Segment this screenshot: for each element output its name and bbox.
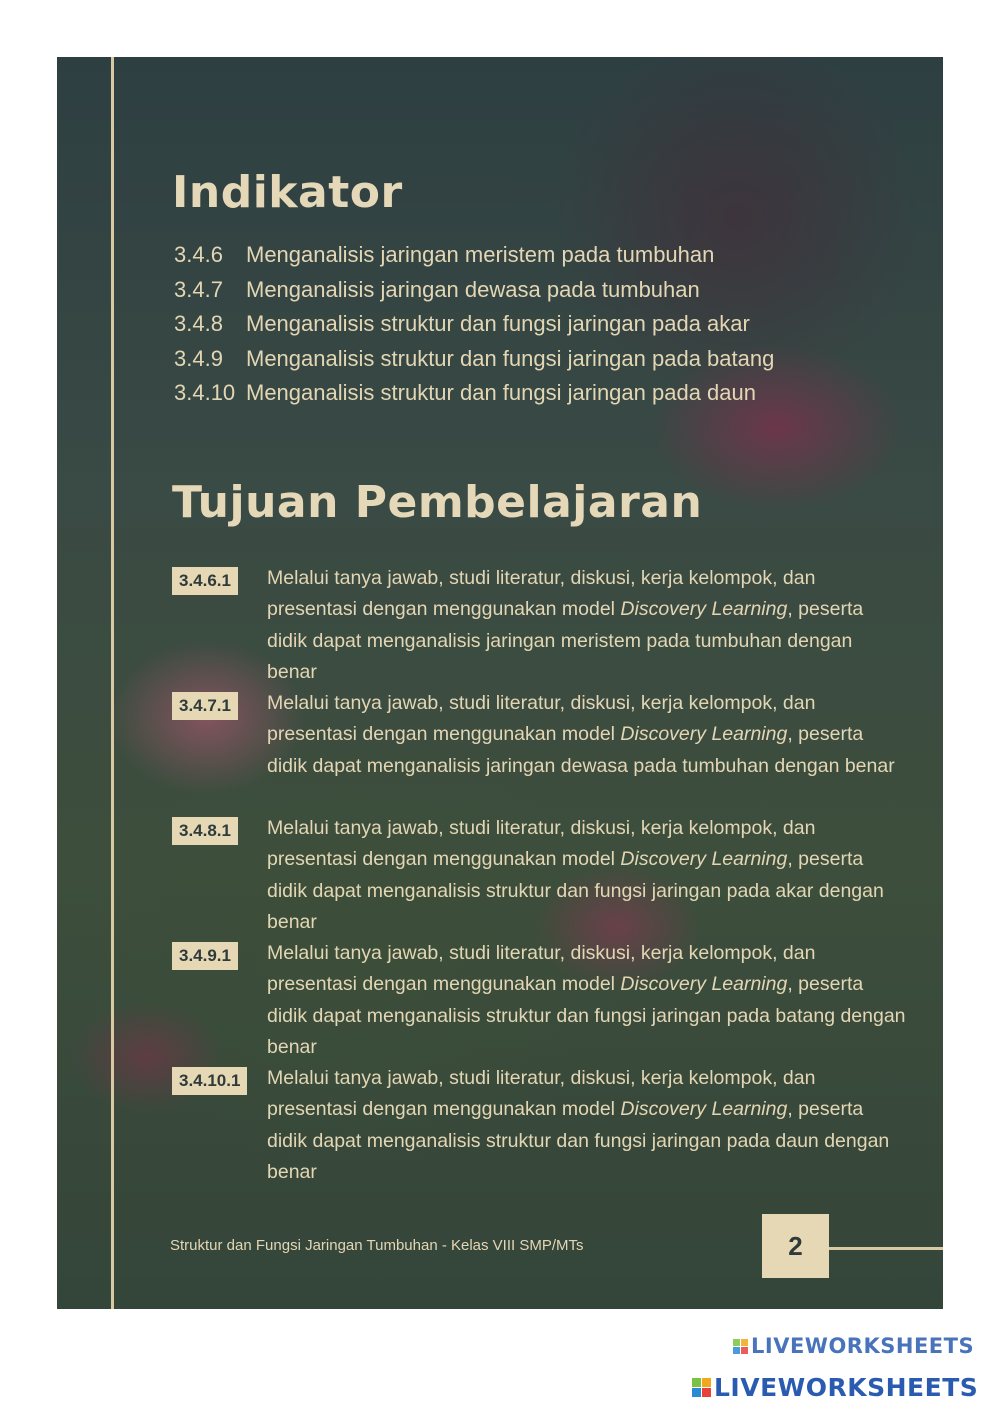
indikator-text: Menganalisis struktur dan fungsi jaringan pada batang: [246, 345, 775, 371]
indikator-number: 3.4.9: [174, 345, 223, 371]
tujuan-code-badge: 3.4.8.1: [172, 817, 238, 845]
list-item: [174, 277, 774, 312]
tujuan-text: Melalui tanya jawab, studi literatur, diskusi, kerja kelompok, dan presentasi dengan menggunakan model Discovery Learning, peserta didik dapat menganalisis jaringan dewasa pada tumbuhan dengan benar: [267, 692, 895, 777]
indikator-text: Menganalisis jaringan meristem pada tumbuhan: [246, 242, 715, 267]
page-number: 2: [762, 1214, 829, 1278]
tujuan-text: Melalui tanya jawab, studi literatur, diskusi, kerja kelompok, dan presentasi dengan menggunakan model Discovery Learning, peserta didik dapat menganalisis struktur dan fungsi jaringan pada akar dengan benar: [267, 817, 884, 933]
liveworksheets-watermark: [733, 1334, 974, 1358]
indikator-text: Menganalisis struktur dan fungsi jaringan pada daun: [246, 380, 756, 405]
model-name: Discovery Learning: [620, 848, 788, 871]
indikator-number: 3.4.6: [174, 242, 223, 267]
footer-line: [829, 1247, 943, 1250]
indikator-heading: Indikator: [172, 167, 403, 218]
list-item: [174, 346, 774, 381]
liveworksheets-text: LIVEWORKSHEETS: [714, 1373, 979, 1402]
liveworksheets-logo-icon: [692, 1378, 711, 1397]
model-name: Discovery Learning: [620, 598, 788, 621]
indikator-text: Menganalisis jaringan dewasa pada tumbuhan: [246, 276, 700, 302]
tujuan-code-badge: 3.4.7.1: [172, 692, 238, 720]
model-name: Discovery Learning: [620, 723, 788, 746]
liveworksheets-text: LIVEWORKSHEETS: [751, 1334, 975, 1358]
tujuan-code-badge: 3.4.6.1: [172, 567, 238, 595]
tujuan-heading: Tujuan Pembelajaran: [172, 477, 703, 528]
indikator-text: Menganalisis struktur dan fungsi jaringan pada akar: [246, 311, 750, 336]
tujuan-code-badge: 3.4.9.1: [172, 942, 238, 970]
indikator-number: 3.4.7: [174, 276, 223, 302]
model-name: Discovery Learning: [620, 973, 788, 996]
list-item: [174, 242, 774, 277]
list-item: [174, 380, 774, 415]
tujuan-text: Melalui tanya jawab, studi literatur, diskusi, kerja kelompok, dan presentasi dengan menggunakan model Discovery Learning, peserta didik dapat menganalisis struktur dan fungsi jaringan pada batang dengan benar: [267, 942, 906, 1058]
tujuan-text: Melalui tanya jawab, studi literatur, diskusi, kerja kelompok, dan presentasi dengan menggunakan model Discovery Learning, peserta didik dapat menganalisis jaringan meristem pada tumbuhan dengan benar: [267, 567, 864, 683]
liveworksheets-brand: [692, 1373, 978, 1402]
tujuan-text: Melalui tanya jawab, studi literatur, diskusi, kerja kelompok, dan presentasi dengan menggunakan model Discovery Learning, peserta didik dapat menganalisis struktur dan fungsi jaringan pada daun dengan benar: [267, 1067, 890, 1183]
worksheet-page: [57, 57, 975, 1358]
indikator-number: 3.4.10: [174, 380, 236, 405]
tujuan-code-badge: 3.4.10.1: [172, 1067, 247, 1095]
left-border-line: [111, 57, 114, 1309]
indikator-number: 3.4.8: [174, 311, 223, 336]
list-item: [174, 311, 774, 346]
liveworksheets-logo-icon: [733, 1339, 748, 1354]
indikator-list: [174, 242, 774, 415]
model-name: Discovery Learning: [620, 1098, 788, 1121]
footer-title: Struktur dan Fungsi Jaringan Tumbuhan - Kelas VIII SMP/MTs: [170, 1237, 584, 1254]
